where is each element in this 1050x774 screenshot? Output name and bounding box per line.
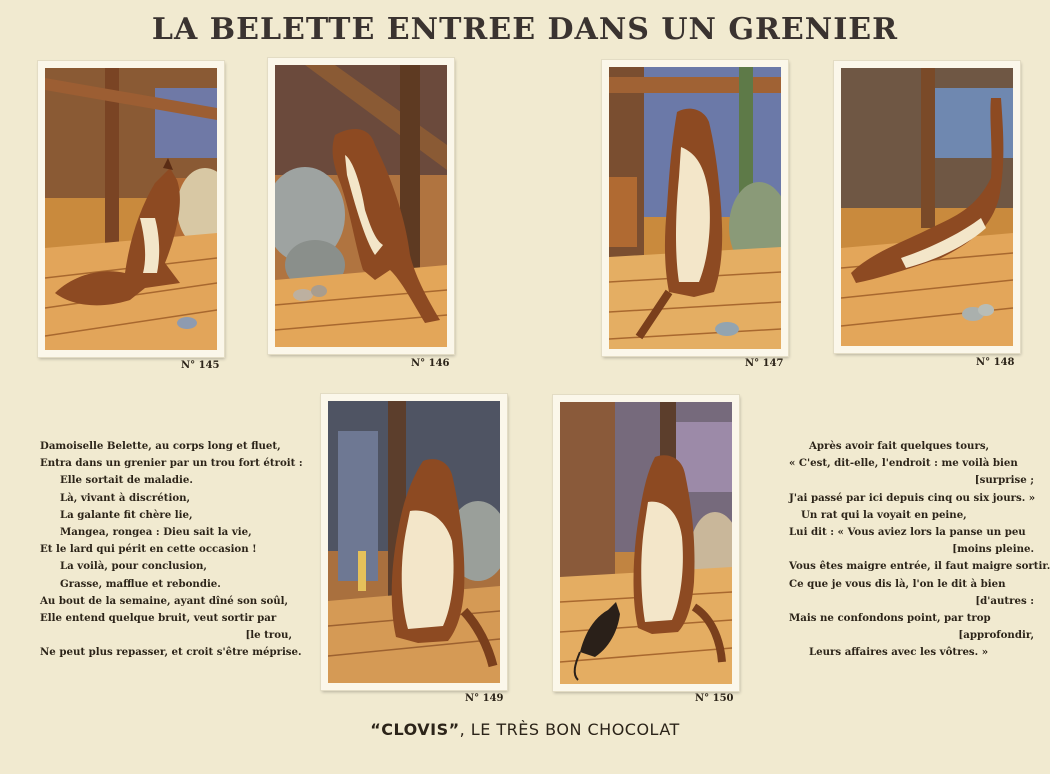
card-146-number: N° 146 [411,358,450,369]
poem-left [40,438,302,662]
poem-line: Vous êtes maigre entrée, il faut maigre sortir. [789,560,1050,573]
card-147-number: N° 147 [745,358,784,369]
card-148 [834,61,1020,353]
poem-right [789,438,1050,662]
poem-line: [le trou, [245,629,292,642]
poem-line: La galante fit chère lie, [60,508,193,521]
footer-slogan [0,720,1050,739]
poem-line: Mangea, rongea : Dieu sait la vie, [60,526,252,539]
poem-line: Et le lard qui périt en cette occasion ! [40,543,257,556]
card-150 [553,395,739,691]
poem-line: Leurs affaires avec les vôtres. » [809,646,989,659]
poem-line: Après avoir fait quelques tours, [809,440,990,452]
card-146-illustration [275,65,447,347]
poem-line: [moins pleine. [952,543,1034,556]
poem-line: [approfondir, [958,629,1034,642]
card-147-illustration [609,67,781,349]
poem-line: Elle entend quelque bruit, veut sortir par [40,612,277,625]
poem-line: J'ai passé par ici depuis cinq ou six jours. » [789,491,1036,504]
card-145-number: N° 145 [181,360,220,371]
poem-line: Grasse, mafflue et rebondie. [60,577,221,590]
poem-line: Entra dans un grenier par un trou fort étroit : [40,457,303,470]
card-149-number: N° 149 [465,693,504,704]
poem-line: Mais ne confondons point, par trop [789,612,991,625]
poem-line: « C'est, dit-elle, l'endroit : me voilà bien [789,457,1018,470]
poem-line: Lui dit : « Vous aviez lors la panse un peu [789,526,1026,539]
poem-line: Là, vivant à discrétion, [60,491,191,504]
poem-line: [d'autres : [975,594,1034,607]
card-145 [38,61,224,357]
page-title: LA BELETTE ENTREE DANS UN GRENIER [151,12,899,47]
footer-text: , LE TRÈS BON CHOCOLAT [459,720,680,739]
poem-line: Elle sortait de maladie. [60,474,193,487]
poem-line: Ce que je vous dis là, l'on le dit à bien [789,577,1006,590]
card-147 [602,60,788,356]
poem-line: Ne peut plus repasser, et croit s'être méprise. [40,646,302,659]
card-149 [321,394,507,690]
footer-brand: “CLOVIS” [370,720,460,739]
poem-line: La voilà, pour conclusion, [60,560,207,573]
card-148-number: N° 148 [976,357,1015,368]
card-146 [268,58,454,354]
poem-line: [surprise ; [974,474,1034,487]
poem-line: Au bout de la semaine, ayant dîné son soûl, [40,594,289,607]
poem-line: Damoiselle Belette, au corps long et fluet, [40,440,281,452]
card-150-number: N° 150 [695,693,734,704]
card-150-illustration [560,402,732,684]
card-149-illustration [328,401,500,683]
card-148-illustration [841,68,1013,346]
card-145-illustration [45,68,217,350]
poem-line: Un rat qui la voyait en peine, [801,508,967,521]
